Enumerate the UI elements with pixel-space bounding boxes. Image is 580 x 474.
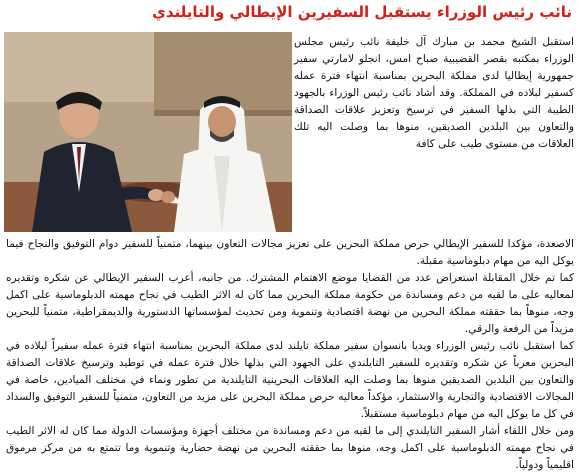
headline: نائب رئيس الوزراء يستقبل السفيرين الإيطالي والتايلندي bbox=[152, 3, 572, 21]
paragraph: ومن خلال اللقاء أشار السفير التايلندي إلى ما لقيه من دعم ومساندة من مختلف أجهزة ومؤسسات الدولة مما كان له الاثر الطيب في نجاح مهمته الدبلوماسية على اكمل وجه، منوها بما حققته البحرين من نهضة حضارية وتنموية وما تتمتع به من مركز مرموق اقليمياً ودولياً. bbox=[6, 425, 574, 471]
paragraph: الاصعدة، مؤكدا للسفير الإيطالي حرص مملكة البحرين على تعزيز مجالات التعاون بينهما، متمنياً للسفير دوام التوفيق والنجاح فيما يوكل اليه من مهام دبلوماسية مقبلة. bbox=[6, 238, 574, 267]
paragraph: كما استقبل نائب رئيس الوزراء ويديا بانسوان سفير مملكة تايلند لدى مملكة البحرين بمناسبة انتهاء فترة عمله سفيراً لبلاده في البحرين معرباً عن شكره وتقديره للسفير التايلندي على الجهود التي بذلها خلال فترة عمله في توطيد وترسيخ علاقات الصداقة والتعاون بين البلدين الصديقين منوها بما وصلت اليه العلاقات البحرينية التايلندية من تطور ونماء في مختلف الميادين، خاصة في المجالات الاقتصادية والتجارية والاستثمار، مؤكداً معاليه حرص مملكة البحرين على مزيد من التعاون، متمنياً للسفير التوفيق والسداد في كل ما يوكل اليه من مهام دبلوماسية مستقبلاً. bbox=[6, 340, 574, 420]
article-photo bbox=[4, 32, 292, 232]
article-intro: استقبل الشيخ محمد بن مبارك آل خليفة نائب رئيس مجلس الوزراء بمكتبه بقصر القضيبية صباح امس، انجلو لامارتي سفير جمهورية إيطاليا لدى مملكة البحرين بمناسبة انتهاء فترة عمله كسفير لبلاده في المملكة. وقد أشاد نائب رئيس الوزراء بالجهود الطيبة التي بذلها السفير في ترسيخ وتعزيز علاقات الصداقة والتعاون بين البلدين الصديقين، منوها بما وصلت اليه تلك العلاقات من مستوى طيب على كافة bbox=[294, 36, 574, 150]
article-body bbox=[6, 236, 574, 471]
photo-two-officials-meeting-icon bbox=[4, 32, 292, 232]
paragraph: كما تم خلال المقابلة استعراض عدد من القضايا موضع الاهتمام المشترك. من جانبه، أعرب السفير الإيطالي عن شكره وتقديره لمعاليه على ما لقيه من دعم ومساندة من حكومة مملكة البحرين مما كان له الاثر الطيب في نجاح مهمته الدبلوماسية على اكمل وجه، منوهاً بما حققته مملكة البحرين من نهضة اقتصادية وتنموية ومن تحديث لمؤسساتها الدستورية والديمقراطية، متمنياً للبحرين مزيداً من الرفعة والرقي. bbox=[6, 272, 574, 335]
